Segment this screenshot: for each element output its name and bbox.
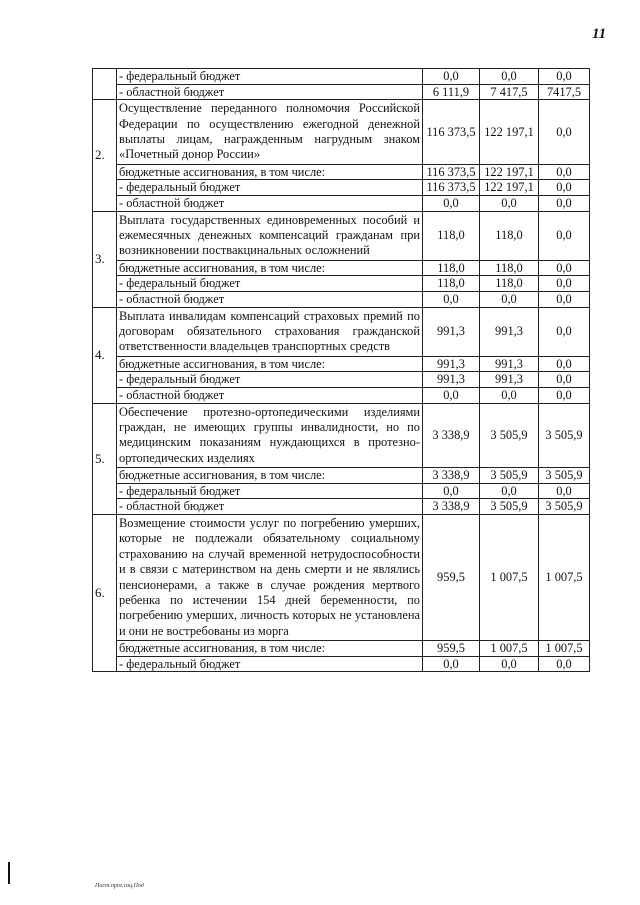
row-description: бюджетные ассигнования, в том числе: [117,468,423,484]
table-row [93,307,590,356]
value-cell: 0,0 [539,356,590,372]
table-row [93,84,590,100]
value-cell: 0,0 [539,372,590,388]
table-row [93,388,590,404]
table-row [93,499,590,515]
row-description: бюджетные ассигнования, в том числе: [117,260,423,276]
table-row [93,292,590,308]
value-cell: 3 505,9 [480,499,539,515]
value-cell: 0,0 [539,69,590,85]
value-cell: 1 007,5 [480,515,539,641]
section-number: 6. [93,515,117,672]
value-cell: 118,0 [480,211,539,260]
value-cell: 0,0 [423,388,480,404]
section-description: Выплата инвалидам компенсаций страховых премий по договорам обязательного страхования гражданской ответственности владельцев транспортных средств [117,307,423,356]
value-cell: 991,3 [480,372,539,388]
value-cell: 116 373,5 [423,164,480,180]
table-row [93,69,590,85]
section-description: Выплата государственных единовременных пособий и ежемесячных денежных компенсаций гражданам при возникновении поствакцинальных осложнений [117,211,423,260]
value-cell: 3 505,9 [480,468,539,484]
value-cell: 122 197,1 [480,100,539,165]
row-description: - областной бюджет [117,499,423,515]
value-cell: 991,3 [480,356,539,372]
value-cell: 0,0 [480,656,539,672]
row-description: бюджетные ассигнования, в том числе: [117,164,423,180]
value-cell: 0,0 [423,656,480,672]
value-cell: 3 338,9 [423,468,480,484]
value-cell: 991,3 [423,372,480,388]
value-cell: 3 505,9 [539,468,590,484]
section-number: 5. [93,403,117,514]
value-cell: 116 373,5 [423,100,480,165]
section-number: 3. [93,211,117,307]
table-row [93,164,590,180]
value-cell: 959,5 [423,641,480,657]
value-cell: 118,0 [480,276,539,292]
value-cell: 0,0 [539,307,590,356]
scan-edge-mark [8,862,10,884]
row-description: - областной бюджет [117,388,423,404]
value-cell: 7417,5 [539,84,590,100]
table-row [93,100,590,165]
value-cell: 0,0 [539,211,590,260]
budget-table-body [93,69,590,672]
row-description: - федеральный бюджет [117,656,423,672]
value-cell: 116 373,5 [423,180,480,196]
value-cell: 0,0 [539,180,590,196]
value-cell: 3 505,9 [539,403,590,468]
row-description: - федеральный бюджет [117,372,423,388]
value-cell: 3 338,9 [423,403,480,468]
value-cell: 959,5 [423,515,480,641]
page-number: 11 [592,26,607,42]
section-description: Осуществление переданного полномочия Российской Федерации по осуществлению ежегодной денежной выплаты лицам, награжденным нагрудным знаком «Почетный донор России» [117,100,423,165]
value-cell: 0,0 [539,656,590,672]
value-cell: 0,0 [539,196,590,212]
value-cell: 0,0 [423,292,480,308]
value-cell: 991,3 [480,307,539,356]
value-cell: 0,0 [423,196,480,212]
value-cell: 118,0 [423,276,480,292]
value-cell: 1 007,5 [539,641,590,657]
table-row [93,356,590,372]
value-cell: 7 417,5 [480,84,539,100]
table-row [93,656,590,672]
value-cell: 3 338,9 [423,499,480,515]
value-cell: 0,0 [423,69,480,85]
value-cell: 118,0 [423,260,480,276]
table-row [93,403,590,468]
row-description: бюджетные ассигнования, в том числе: [117,641,423,657]
value-cell: 0,0 [423,483,480,499]
section-number: 4. [93,307,117,403]
value-cell: 0,0 [539,292,590,308]
row-description: - областной бюджет [117,84,423,100]
value-cell: 991,3 [423,356,480,372]
value-cell: 118,0 [423,211,480,260]
value-cell: 0,0 [480,69,539,85]
value-cell: 991,3 [423,307,480,356]
table-row [93,641,590,657]
value-cell: 3 505,9 [539,499,590,515]
value-cell: 0,0 [539,388,590,404]
value-cell: 0,0 [480,292,539,308]
row-description: - федеральный бюджет [117,483,423,499]
row-description: - федеральный бюджет [117,180,423,196]
value-cell: 0,0 [539,164,590,180]
value-cell: 1 007,5 [480,641,539,657]
section-number: 2. [93,100,117,211]
table-row [93,260,590,276]
value-cell: 1 007,5 [539,515,590,641]
section-description: Возмещение стоимости услуг по погребению умерших, которые не подлежали обязательному социальному страхованию на случай временной нетрудоспособности и в связи с материнством на день смерти и не являлись пенсионерами, а также в случае рождения мертвого ребенка по истечении 154 дней беременности, по погребению умерших, личность которых не установлена и они не востребованы из морга [117,515,423,641]
value-cell: 0,0 [480,388,539,404]
table-row [93,372,590,388]
value-cell: 6 111,9 [423,84,480,100]
value-cell: 0,0 [539,100,590,165]
value-cell: 118,0 [480,260,539,276]
row-number-cell [93,69,117,100]
row-description: - областной бюджет [117,196,423,212]
section-description: Обеспечение протезно-ортопедическими изделиями граждан, не имеющих группы инвалидности, но по медицинским показаниям нуждающихся в протезно-ортопедических изделиях [117,403,423,468]
footer-file-mark: Пост.прог.соц.Под [95,883,144,889]
table-row [93,276,590,292]
table-row [93,515,590,641]
value-cell: 0,0 [480,483,539,499]
value-cell: 0,0 [480,196,539,212]
row-description: - областной бюджет [117,292,423,308]
row-description: бюджетные ассигнования, в том числе: [117,356,423,372]
table-row [93,483,590,499]
row-description: - федеральный бюджет [117,276,423,292]
table-row [93,196,590,212]
table-row [93,468,590,484]
value-cell: 3 505,9 [480,403,539,468]
row-description: - федеральный бюджет [117,69,423,85]
value-cell: 0,0 [539,276,590,292]
value-cell: 0,0 [539,260,590,276]
value-cell: 122 197,1 [480,164,539,180]
table-row [93,180,590,196]
value-cell: 0,0 [539,483,590,499]
table-row [93,211,590,260]
budget-table [92,68,590,672]
value-cell: 122 197,1 [480,180,539,196]
